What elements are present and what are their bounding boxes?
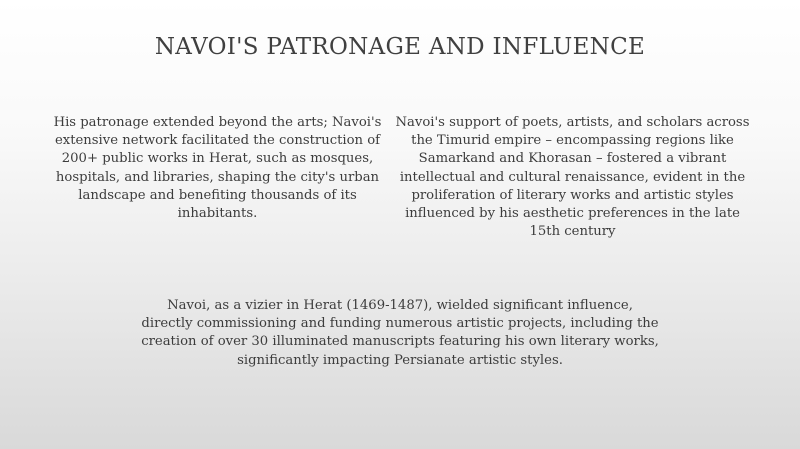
paragraph-public-works: His patronage extended beyond the arts; Navoi's extensive network facilitated the construction of 200+ public works in Herat, such as mosques, hospitals, and libraries, shaping the city's urban landscape and benefiting thousands of its inhabitants.: [53, 115, 382, 222]
paragraph-cultural-renaissance: Navoi's support of poets, artists, and scholars across the Timurid empire – encompassing regions like Samarkand and Khorasan – fostered a vibrant intellectual and cultural renaissance, evident in the proliferation of literary works and artistic styles influenced by his aesthetic preferences in the late 15th century: [395, 115, 750, 240]
slide-title: NAVOI'S PATRONAGE AND INFLUENCE: [154, 34, 646, 60]
paragraph-vizier-influence: Navoi, as a vizier in Herat (1469-1487), wielded significant influence, directly commissioning and funding numerous artistic projects, including the creation of over 30 illuminated manuscripts featuring his own literary works, significantly impacting Persianate artistic styles.: [141, 298, 659, 368]
